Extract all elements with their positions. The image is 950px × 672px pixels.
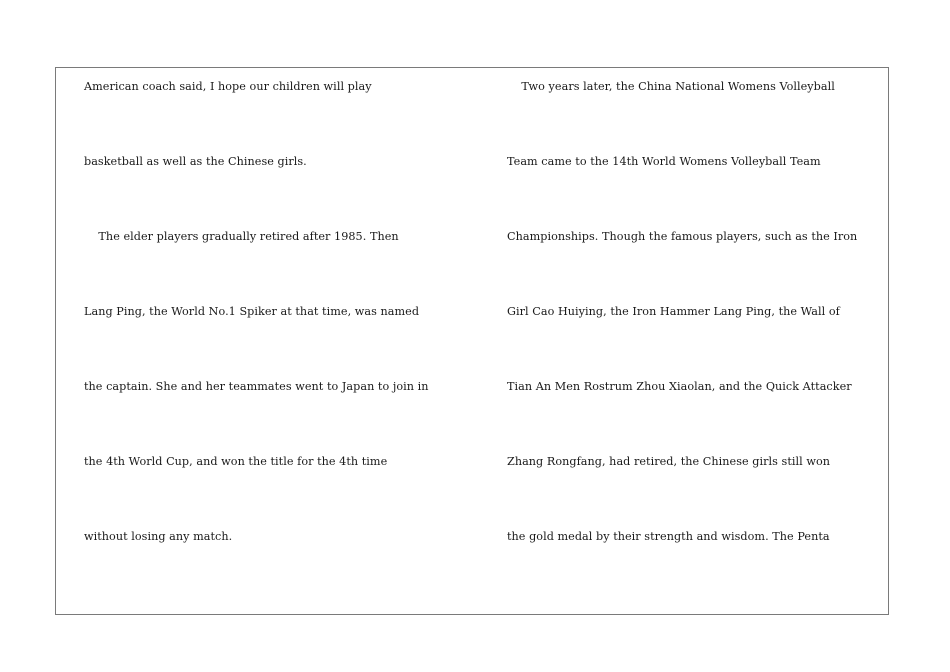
text-line: Tian An Men Rostrum Zhou Xiaolan, and the Quick Attacker [507,380,852,393]
text-line: the gold medal by their strength and wisdom. The Penta [507,530,830,543]
text-line: the captain. She and her teammates went to Japan to join in [84,380,429,393]
text-line: The elder players gradually retired after 1985. Then [84,230,399,243]
text-line: Zhang Rongfang, had retired, the Chinese girls still won [507,455,831,468]
text-line: Team came to the 14th World Womens Volleyball Team [507,155,821,168]
text-line: Girl Cao Huiying, the Iron Hammer Lang Ping, the Wall of [507,305,840,318]
text-line: American coach said, I hope our children will play [84,80,372,93]
text-line: the 4th World Cup, and won the title for the 4th time [84,455,388,468]
text-line: Lang Ping, the World No.1 Spiker at that time, was named [84,305,420,318]
text-line: Championships. Though the famous players, such as the Iron [507,230,858,243]
text-line: basketball as well as the Chinese girls. [84,155,307,168]
text-line: without losing any match. [84,530,233,543]
text-line: Two years later, the China National Womens Volleyball [507,80,835,93]
